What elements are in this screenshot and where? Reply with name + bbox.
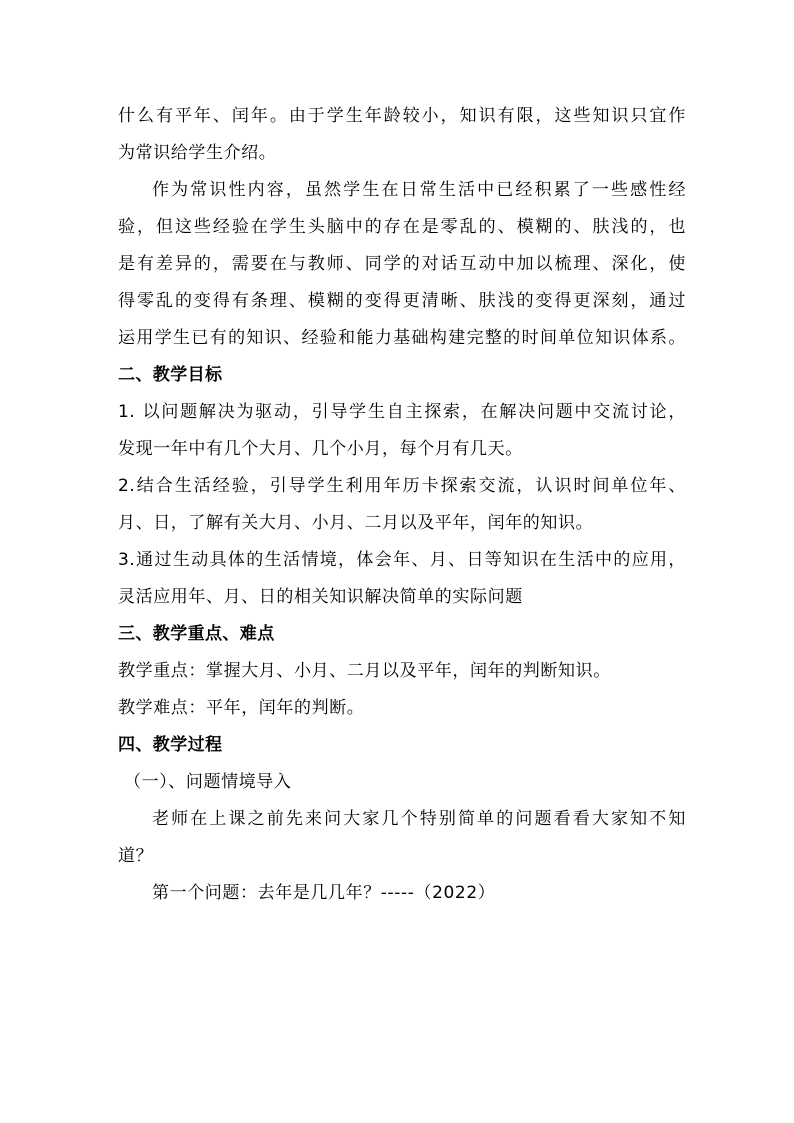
section-heading-objectives: 二、教学目标 [118, 365, 223, 385]
objective-item-2: 2.结合生活经验，引导学生利用年历卡探索交流，认识时间单位年、 [118, 476, 686, 496]
paragraph-line: 道？ [118, 846, 154, 866]
objective-item-1-cont: 发现一年中有几个大月、几个小月，每个月有几天。 [118, 439, 523, 459]
objective-item-2-cont: 月、日，了解有关大月、小月、二月以及平年，闰年的知识。 [118, 513, 594, 533]
paragraph-line: 老师在上课之前先来问大家几个特别简单的问题看看大家知不知 [152, 809, 686, 829]
question-line: 第一个问题：去年是几几年？-----（2022） [152, 883, 496, 903]
paragraph-line: 什么有平年、闰年。由于学生年龄较小，知识有限，这些知识只宜作 [118, 106, 686, 126]
paragraph-line: 运用学生已有的知识、经验和能力基础构建完整的时间单位知识体系。 [118, 328, 686, 348]
paragraph-line: 得零乱的变得有条理、模糊的变得更清晰、肤浅的变得更深刻，通过 [118, 291, 686, 311]
objective-item-3-cont: 灵活应用年、月、日的相关知识解决简单的实际问题 [118, 587, 523, 607]
subsection-heading: （一）、问题情境导入 [124, 772, 292, 792]
section-heading-process: 四、教学过程 [118, 735, 223, 755]
paragraph-line: 为常识给学生介绍。 [118, 143, 277, 163]
paragraph-line: 作为常识性内容，虽然学生在日常生活中已经积累了一些感性经 [152, 180, 686, 200]
objective-item-3: 3.通过生动具体的生活情境，体会年、月、日等知识在生活中的应用， [118, 550, 686, 570]
paragraph-line: 是有差异的，需要在与教师、同学的对话互动中加以梳理、深化，使 [118, 254, 686, 274]
objective-item-1: 1. 以问题解决为驱动，引导学生自主探索，在解决问题中交流讨论， [118, 402, 686, 422]
section-heading-key-points: 三、教学重点、难点 [118, 624, 275, 644]
paragraph-line: 验，但这些经验在学生头脑中的存在是零乱的、模糊的、肤浅的，也 [118, 217, 686, 237]
difficult-point-text: 教学难点：平年，闰年的判断。 [118, 698, 365, 718]
key-point-text: 教学重点：掌握大月、小月、二月以及平年，闰年的判断知识。 [118, 661, 611, 681]
document-body [118, 98, 686, 912]
